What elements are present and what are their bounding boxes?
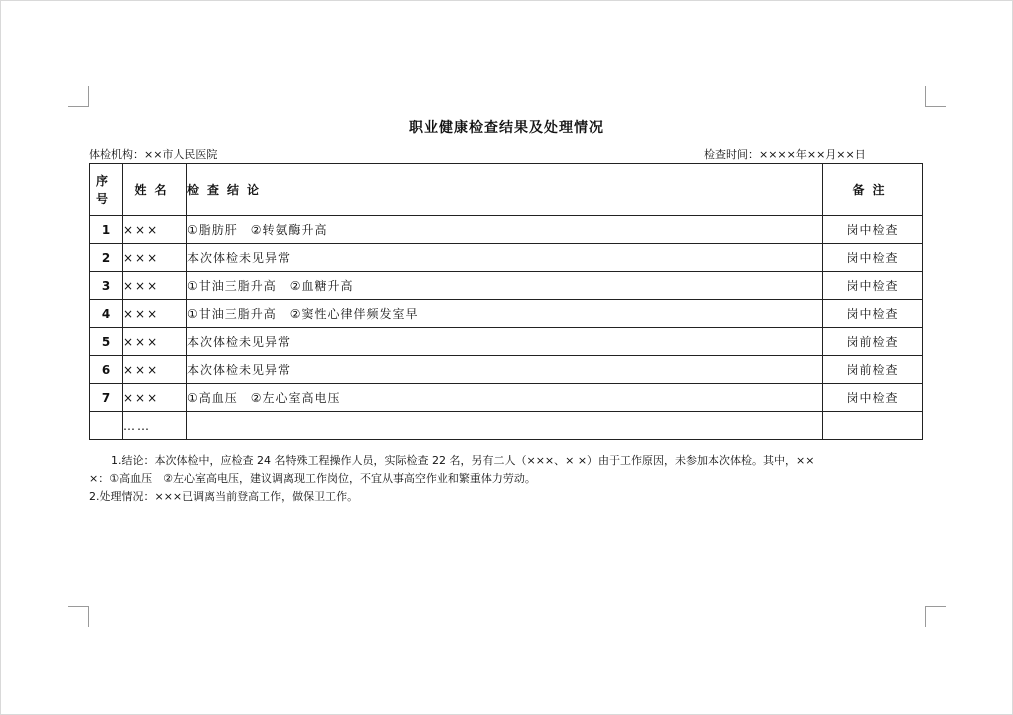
row-remark: 岗中检查 bbox=[823, 272, 923, 300]
table-row bbox=[90, 328, 923, 356]
row-conclusion: ①高血压 ②左心室高电压 bbox=[187, 384, 823, 412]
row-conclusion: ①脂肪肝 ②转氨酶升高 bbox=[187, 216, 823, 244]
row-remark bbox=[823, 412, 923, 440]
row-no bbox=[90, 412, 123, 440]
conclusion-note-line1: 1.结论：本次体检中，应检查 24 名特殊工程操作人员，实际检查 22 名，另有二人（×××、× ×）由于工作原因，未参加本次体检。其中，×× bbox=[111, 454, 815, 467]
row-no: 4 bbox=[90, 300, 123, 328]
row-remark: 岗中检查 bbox=[823, 244, 923, 272]
table-row bbox=[90, 384, 923, 412]
table-row bbox=[90, 356, 923, 384]
row-remark: 岗中检查 bbox=[823, 384, 923, 412]
row-no: 1 bbox=[90, 216, 123, 244]
results-table bbox=[89, 163, 923, 440]
conclusion-note-line2: ×：①高血压 ②左心室高电压，建议调离现工作岗位，不宜从事高空作业和繁重体力劳动。 bbox=[89, 472, 536, 485]
row-no: 5 bbox=[90, 328, 123, 356]
table-row bbox=[90, 244, 923, 272]
row-name: ××× bbox=[123, 328, 187, 356]
exam-date: 检查时间：××××年××月××日 bbox=[704, 148, 866, 161]
row-name: ××× bbox=[123, 244, 187, 272]
row-remark: 岗中检查 bbox=[823, 300, 923, 328]
crop-mark-top-right bbox=[925, 86, 946, 107]
header-name: 姓名 bbox=[123, 164, 187, 216]
table-row bbox=[90, 216, 923, 244]
row-conclusion bbox=[187, 412, 823, 440]
row-conclusion: 本次体检未见异常 bbox=[187, 356, 823, 384]
row-remark: 岗前检查 bbox=[823, 328, 923, 356]
row-name: ××× bbox=[123, 272, 187, 300]
row-remark: 岗前检查 bbox=[823, 356, 923, 384]
row-name: …… bbox=[123, 412, 187, 440]
row-conclusion: ①甘油三脂升高 ②窦性心律伴频发室早 bbox=[187, 300, 823, 328]
document-title: 职业健康检查结果及处理情况 bbox=[409, 120, 604, 136]
header-conclusion: 检查结论 bbox=[187, 164, 823, 216]
row-conclusion: 本次体检未见异常 bbox=[187, 244, 823, 272]
crop-mark-top-left bbox=[68, 86, 89, 107]
row-name: ××× bbox=[123, 300, 187, 328]
row-remark: 岗中检查 bbox=[823, 216, 923, 244]
row-name: ××× bbox=[123, 356, 187, 384]
crop-mark-bottom-right bbox=[925, 606, 946, 627]
table-row bbox=[90, 412, 923, 440]
table-header-row bbox=[90, 164, 923, 216]
row-no: 3 bbox=[90, 272, 123, 300]
row-no: 2 bbox=[90, 244, 123, 272]
exam-institution: 体检机构：××市人民医院 bbox=[89, 148, 218, 161]
header-no-line1: 序 bbox=[95, 173, 116, 188]
table-row bbox=[90, 272, 923, 300]
header-no-line2: 号 bbox=[95, 191, 116, 206]
table-row bbox=[90, 300, 923, 328]
crop-mark-bottom-left bbox=[68, 606, 89, 627]
header-remark: 备注 bbox=[823, 164, 923, 216]
notes-section bbox=[89, 452, 925, 506]
handling-note: 2.处理情况：×××已调离当前登高工作，做保卫工作。 bbox=[89, 490, 359, 503]
header-no bbox=[90, 164, 123, 216]
row-no: 6 bbox=[90, 356, 123, 384]
row-name: ××× bbox=[123, 384, 187, 412]
row-conclusion: 本次体检未见异常 bbox=[187, 328, 823, 356]
row-no: 7 bbox=[90, 384, 123, 412]
row-name: ××× bbox=[123, 216, 187, 244]
row-conclusion: ①甘油三脂升高 ②血糖升高 bbox=[187, 272, 823, 300]
